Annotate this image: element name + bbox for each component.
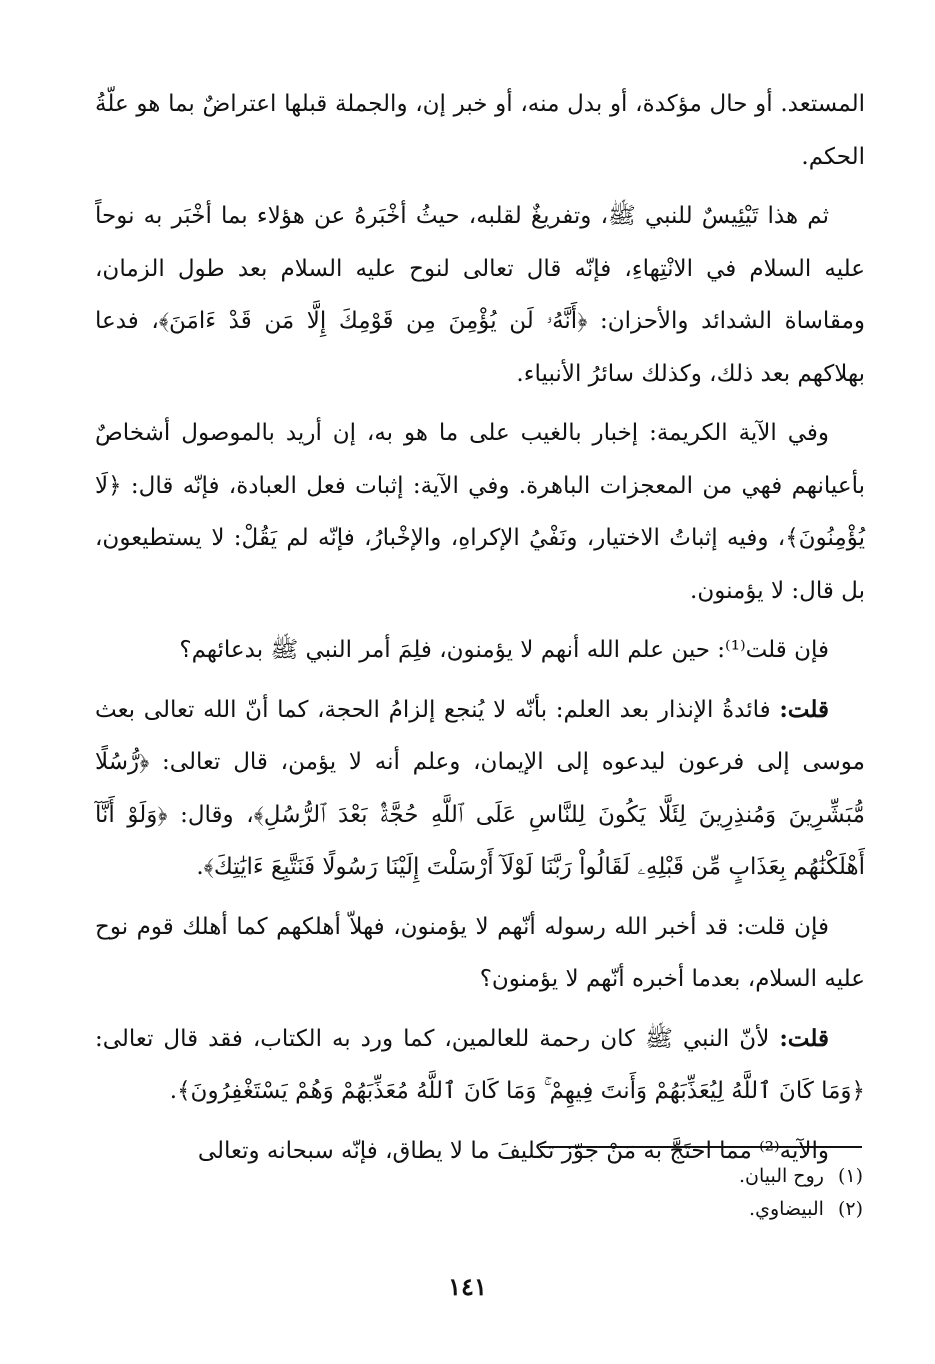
paragraph-text: المستعد. أو حال مؤكدة، أو بدل منه، أو خبر إن، والجملة قبلها اعتراضٌ بما هو علّةُ الحكم. — [95, 91, 865, 170]
paragraph-text: والآية⁽²⁾ مما احتَجَّ به مَنْ جوّز تكليفَ ما لا يطاق، فإنّه سبحانه وتعالى — [197, 1137, 829, 1164]
paragraph-text: فإن قلت⁽¹⁾: حين علم الله أنهم لا يؤمنون، فلِمَ أمر النبي ﷺ بدعائهم؟ — [179, 637, 829, 663]
footnotes — [463, 1160, 863, 1226]
page-number: ١٤١ — [448, 1272, 487, 1301]
paragraph-text: لأنّ النبي ﷺ كان رحمة للعالمين، كما ورد به الكتاب، فقد قال تعالى: ﴿وَمَا كَانَ ٱللَّهُ لِيُعَذِّبَهُمْ وَأَنتَ فِيهِمْ ۚ وَمَا كَانَ ٱللَّهُ مُعَذِّبَهُمْ وَهُمْ يَسْتَغْفِرُونَ﴾. — [95, 1025, 865, 1104]
footnote-text: روح البيان. — [738, 1165, 824, 1187]
paragraph-5 — [95, 684, 865, 894]
paragraph-3 — [95, 407, 865, 617]
paragraph-2 — [95, 190, 865, 400]
paragraph-lead: قلت: — [779, 695, 829, 723]
paragraph-1 — [95, 78, 865, 183]
footnote-text: البيضاوي. — [749, 1198, 824, 1220]
paragraph-7 — [95, 1013, 865, 1118]
footnote-number: (١) — [837, 1165, 863, 1187]
paragraph-text: فائدةُ الإنذار بعد العلم: بأنّه لا يُنجع إلزامُ الحجة، كما أنّ الله تعالى بعث موسى إلى فرعون ليدعوه إلى الإيمان، وعلم أنه لا يؤمن، قال تعالى: ﴿رُّسُلًا مُّبَشِّرِينَ وَمُنذِرِينَ لِئَلَّا يَكُونَ لِلنَّاسِ عَلَى ٱللَّهِ حُجَّةٌۢ بَعْدَ ٱلرُّسُلِ﴾، وقال: ﴿وَلَوْ أَنَّآ أَهْلَكْنَٰهُم بِعَذَابٍ مِّن قَبْلِهِۦ لَقَالُواْ رَبَّنَا لَوْلَآ أَرْسَلْتَ إِلَيْنَا رَسُولًا فَنَتَّبِعَ ءَايَٰتِكَ﴾. — [95, 696, 865, 880]
paragraph-6 — [95, 901, 865, 1006]
paragraph-text: فإن قلت: قد أخبر الله رسوله أنّهم لا يؤمنون، فهلاّ أهلكهم كما أهلك قوم نوح عليه السلام، بعدما أخبره أنّهم لا يؤمنون؟ — [95, 913, 865, 992]
paragraph-4 — [95, 624, 865, 677]
body-text — [95, 78, 865, 1184]
footnote-item — [463, 1160, 863, 1193]
paragraph-text: ثم هذا تَيْئِيسٌ للنبي ﷺ، وتفريغٌ لقلبه، حيثُ أخْبَرهُ عن هؤلاء بما أخْبَر به نوحاً عليه السلام في الانْتِهاءِ، فإنّه قال تعالى لنوح عليه السلام بعد طول الزمان، ومقاساة الشدائد والأحزان: ﴿أَنَّهُۥ لَن يُؤْمِنَ مِن قَوْمِكَ إِلَّا مَن قَدْ ءَامَنَ﴾، فدعا بهلاكهم بعد ذلك، وكذلك سائرُ الأنبياء. — [95, 203, 865, 387]
paragraph-lead: قلت: — [779, 1024, 829, 1052]
footnote-number: (٢) — [837, 1198, 863, 1220]
paragraph-text: وفي الآية الكريمة: إخبار بالغيب على ما هو به، إن أريد بالموصول أشخاصٌ بأعيانهم فهي من المعجزات الباهرة. وفي الآية: إثبات فعل العبادة، فإنّه قال: ﴿لَا يُؤْمِنُونَ﴾، وفيه إثباتُ الاختيار، ونَفْيُ الإكراهِ، والإخْبارُ، فإنّه لم يَقُلْ: لا يستطيعون، بل قال: لا يؤمنون. — [95, 420, 865, 604]
footnote-divider — [540, 1146, 862, 1148]
footnote-item — [463, 1193, 863, 1226]
